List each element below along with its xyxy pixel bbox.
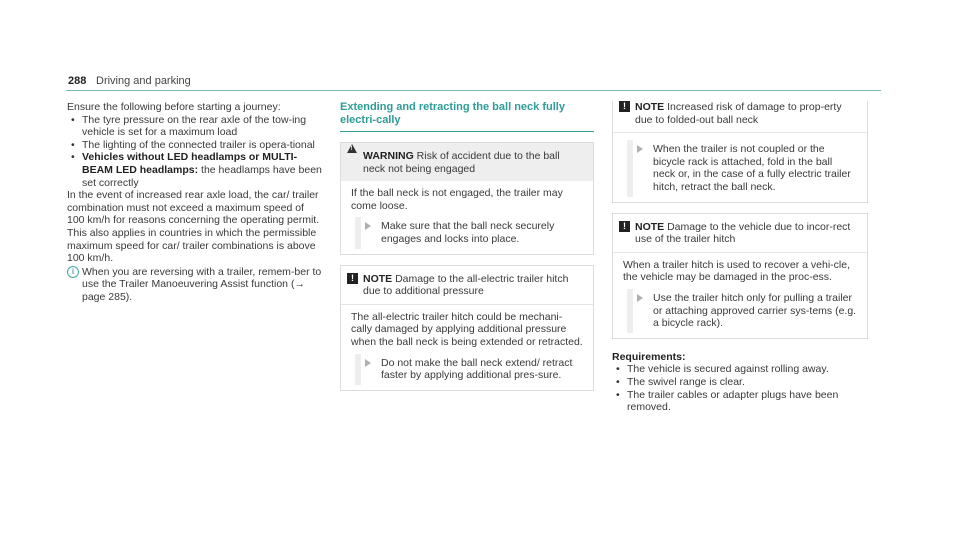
list-item: • The trailer cables or adapter plugs have been removed.	[612, 389, 868, 414]
step-arrow-icon	[365, 359, 371, 367]
list-item-bold: Vehicles without LED headlamps or MULTI-BEAM LED headlamps:	[82, 151, 298, 176]
note-label: NOTE	[635, 101, 665, 113]
step-text: Use the trailer hitch only for pulling a trailer or attaching approved carrier sys-tems (e.g. a bicycle rack).	[653, 291, 857, 330]
column-left	[67, 101, 323, 304]
warning-text: If the ball neck is not engaged, the trailer may come loose.	[351, 187, 563, 212]
section-title: Driving and parking	[96, 75, 191, 87]
note-exclamation-icon: !	[619, 221, 630, 232]
note-text: The all-electric trailer hitch could be mechani-cally damaged by applying additional pressure when the ball neck is being extended or retracted.	[351, 310, 583, 348]
step-text: When the trailer is not coupled or the bicycle rack is attached, fold in the ball neck or, in the case of a fully electric trailer hitch, retract the ball neck.	[653, 143, 851, 193]
list-item: • The lighting of the connected trailer is opera-tional	[67, 139, 323, 152]
note-label: NOTE	[363, 272, 393, 285]
requirements-list	[612, 363, 868, 413]
header-divider	[66, 90, 881, 91]
note-title: Increased risk of damage to prop-erty due to folded-out ball neck	[635, 101, 842, 126]
info-icon: i	[67, 266, 79, 278]
step-arrow-icon	[365, 222, 371, 230]
step-text: Do not make the ball neck extend/ retract faster by applying additional pres-sure.	[381, 356, 573, 382]
warning-title: Risk of accident due to the ball neck not being engaged	[363, 150, 560, 175]
warning-box	[340, 142, 594, 255]
intro-text: Ensure the following before starting a journey:	[67, 101, 281, 113]
step-arrow-icon	[637, 145, 643, 153]
action-step	[623, 143, 857, 193]
note-header	[613, 101, 867, 132]
speed-paragraph: In the event of increased rear axle load, the car/ trailer combination must not exceed a maximum speed of 100 km/h for reasons concerning the operating permit. This also applies in countries in which the permissible maximum speed for car/ trailer combinations is above 100 km/h.	[67, 189, 320, 265]
warning-triangle-icon	[347, 144, 357, 153]
note-exclamation-icon: !	[347, 273, 358, 284]
note-title: Damage to the vehicle due to incor-rect use of the trailer hitch	[635, 220, 851, 246]
step-arrow-icon	[637, 294, 643, 302]
note-label: NOTE	[635, 220, 665, 233]
section-heading: Extending and retracting the ball neck fully electri-cally	[340, 101, 594, 132]
column-middle	[340, 101, 594, 391]
note-text: When a trailer hitch is used to recover a vehi-cle, the vehicle may be damaged in the proc-ess.	[623, 258, 851, 284]
list-item	[67, 151, 323, 189]
note-box	[612, 101, 868, 203]
note-title: Damage to the all-electric trailer hitch due to additional pressure	[363, 272, 569, 298]
checklist	[67, 114, 323, 190]
list-item: • The tyre pressure on the rear axle of the tow-ing vehicle is set for a maximum load	[67, 114, 323, 139]
note-header	[613, 214, 867, 252]
requirements-label: Requirements:	[612, 350, 686, 363]
list-item: • The swivel range is clear.	[612, 376, 868, 389]
note-body	[613, 252, 867, 338]
action-step	[623, 292, 857, 330]
note-body	[613, 132, 867, 201]
list-item: • The vehicle is secured against rolling away.	[612, 363, 868, 376]
note-header	[341, 266, 593, 304]
list-item-text: the headlamps have been set correctly	[82, 163, 322, 189]
info-note-text: When you are reversing with a trailer, remem-ber to use the Trailer Manoeuvering Assist function (→ page 285).	[82, 265, 322, 303]
step-text: Make sure that the ball neck securely engages and locks into place.	[381, 220, 555, 245]
column-right	[612, 101, 868, 414]
warning-body	[341, 181, 593, 253]
action-step	[351, 357, 583, 382]
page-number: 288	[68, 75, 87, 87]
note-body	[341, 304, 593, 390]
warning-label: WARNING	[363, 150, 414, 162]
action-step	[351, 220, 583, 245]
info-note	[67, 266, 323, 304]
warning-header	[341, 143, 593, 181]
note-box	[340, 265, 594, 391]
note-exclamation-icon: !	[619, 101, 630, 112]
note-box	[612, 213, 868, 339]
